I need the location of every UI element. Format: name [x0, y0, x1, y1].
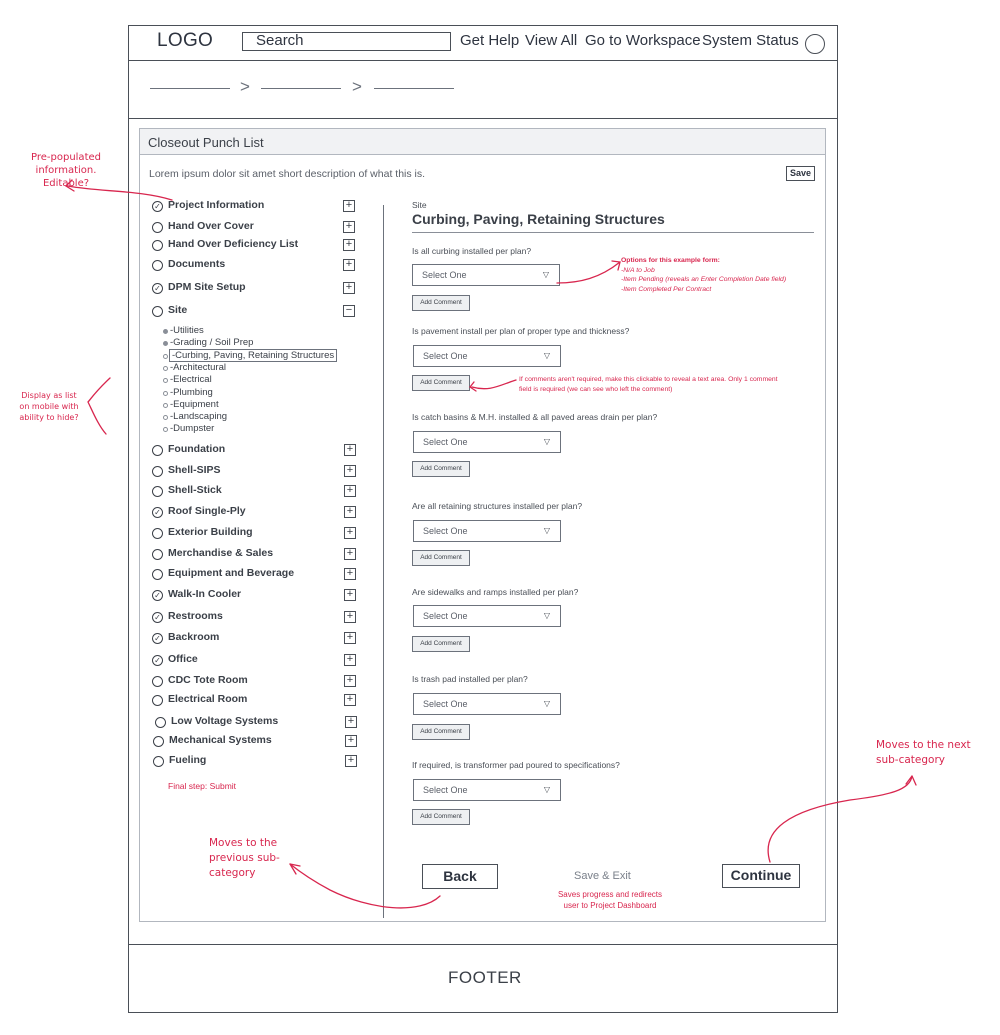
- category-label: Mechanical Systems: [169, 734, 272, 746]
- annotation-save-exit: Saves progress and redirects user to Project Dashboard: [557, 890, 663, 910]
- expand-plus-icon[interactable]: +: [345, 755, 357, 767]
- annotation-prepopulated: Pre-populated information. Editable?: [31, 152, 101, 189]
- caret-down-icon: ▽: [543, 611, 550, 620]
- expand-plus-icon[interactable]: +: [344, 694, 356, 706]
- back-button[interactable]: Back: [422, 864, 498, 889]
- answer-select[interactable]: Select One ▽: [412, 264, 560, 286]
- arrowhead-icon: [290, 864, 300, 874]
- add-comment-button[interactable]: Add Comment: [412, 636, 470, 652]
- search-input[interactable]: Search: [242, 32, 451, 51]
- category-label: Documents: [168, 258, 226, 270]
- expand-plus-icon[interactable]: +: [345, 716, 357, 728]
- expand-plus-icon[interactable]: +: [345, 735, 357, 747]
- category-label: Restrooms: [168, 610, 223, 622]
- question-label: Is trash pad installed per plan?: [412, 674, 528, 684]
- category-label: Project Information: [168, 199, 265, 211]
- category-label: Walk-In Cooler: [168, 588, 242, 600]
- logo[interactable]: LOGO: [157, 30, 214, 51]
- category-label: Equipment and Beverage: [168, 567, 295, 579]
- answer-select[interactable]: Select One ▽: [413, 779, 561, 801]
- expand-plus-icon[interactable]: +: [344, 465, 356, 477]
- expand-plus-icon[interactable]: +: [344, 485, 356, 497]
- final-step-note: Final step: Submit: [168, 781, 237, 791]
- expand-plus-icon[interactable]: +: [344, 527, 356, 539]
- expand-plus-icon[interactable]: +: [343, 221, 355, 233]
- question-label: Are sidewalks and ramps installed per plan?: [412, 587, 579, 597]
- caret-down-icon: ▽: [543, 351, 550, 360]
- check-circle-icon: ✓: [152, 507, 163, 518]
- expand-plus-icon[interactable]: +: [343, 200, 355, 212]
- category-label: Merchandise & Sales: [168, 547, 274, 559]
- caret-down-icon: ▽: [543, 699, 550, 708]
- nav-view-all[interactable]: View All: [525, 32, 578, 49]
- answer-select[interactable]: Select One ▽: [413, 520, 561, 542]
- check-circle-icon: ✓: [152, 633, 163, 644]
- panel-title: Closeout Punch List: [148, 135, 264, 150]
- nav-go-to-workspace[interactable]: Go to Workspace: [585, 32, 701, 49]
- category-label: Hand Over Deficiency List: [168, 238, 299, 250]
- check-circle-icon: ✓: [152, 590, 163, 601]
- check-circle-icon: ✓: [152, 201, 163, 212]
- category-label: Hand Over Cover: [168, 220, 254, 232]
- expand-plus-icon[interactable]: +: [344, 548, 356, 560]
- expand-plus-icon[interactable]: +: [344, 611, 356, 623]
- arrow-options-icon: [557, 262, 620, 283]
- question-label: If required, is transformer pad poured to specifications?: [412, 760, 620, 770]
- footer: FOOTER: [448, 968, 522, 987]
- chevron-right-icon: >: [352, 77, 362, 96]
- check-circle-icon: ✓: [152, 612, 163, 623]
- collapse-minus-icon[interactable]: −: [343, 305, 355, 317]
- arrow-comments-icon: [472, 380, 516, 389]
- expand-plus-icon[interactable]: +: [343, 239, 355, 251]
- expand-plus-icon[interactable]: +: [344, 444, 356, 456]
- expand-plus-icon[interactable]: +: [343, 282, 355, 294]
- annotation-display-list: Display as list on mobile with ability to hide?: [19, 391, 79, 422]
- category-label: Site: [168, 304, 188, 316]
- answer-select[interactable]: Select One ▽: [413, 431, 561, 453]
- expand-plus-icon[interactable]: +: [344, 654, 356, 666]
- answer-select[interactable]: Select One ▽: [413, 605, 561, 627]
- add-comment-button[interactable]: Add Comment: [412, 550, 470, 566]
- arrow-back-icon: [290, 864, 440, 908]
- bracket-display-list-icon: [88, 378, 110, 434]
- arrowhead-icon: [470, 382, 476, 391]
- category-label: Roof Single-Ply: [168, 505, 246, 517]
- section-title: Curbing, Paving, Retaining Structures: [412, 211, 665, 227]
- section-eyebrow: Site: [412, 200, 427, 210]
- category-label: Backroom: [168, 631, 220, 643]
- category-label: Exterior Building: [168, 526, 253, 538]
- category-label: CDC Tote Room: [168, 674, 248, 686]
- add-comment-button[interactable]: Add Comment: [412, 724, 470, 740]
- save-button[interactable]: Save: [786, 166, 815, 181]
- continue-button[interactable]: Continue: [722, 864, 800, 888]
- check-circle-icon: ✓: [152, 655, 163, 666]
- category-label: Shell-Stick: [168, 484, 222, 496]
- expand-plus-icon[interactable]: +: [344, 568, 356, 580]
- caret-down-icon: ▽: [543, 785, 550, 794]
- annotation-moves-previous: Moves to the previous sub- category: [209, 837, 280, 879]
- arrow-continue-icon: [768, 776, 912, 862]
- annotation-options: Options for this example form: -N/A to Job -Item Pending (reveals an Enter Completion Date field) -Item Completed Per Contract: [621, 257, 787, 293]
- nav-system-status[interactable]: System Status: [702, 32, 799, 49]
- question-label: Is all curbing installed per plan?: [412, 246, 532, 256]
- caret-down-icon: ▽: [543, 526, 550, 535]
- save-exit-link[interactable]: Save & Exit: [574, 870, 631, 882]
- expand-plus-icon[interactable]: +: [343, 259, 355, 271]
- expand-plus-icon[interactable]: +: [344, 632, 356, 644]
- nav-get-help[interactable]: Get Help: [460, 32, 520, 49]
- category-label: Office: [168, 653, 198, 665]
- category-label: Fueling: [169, 754, 207, 766]
- annotation-comments: If comments aren't required, make this clickable to reveal a text area. Only 1 comment field is required (we can see who left the comment): [519, 376, 778, 393]
- caret-down-icon: ▽: [542, 270, 549, 279]
- answer-select[interactable]: Select One ▽: [413, 345, 561, 367]
- caret-down-icon: ▽: [543, 437, 550, 446]
- check-circle-icon: ✓: [152, 283, 163, 294]
- category-label: Low Voltage Systems: [171, 715, 279, 727]
- question-label: Is pavement install per plan of proper type and thickness?: [412, 326, 630, 336]
- add-comment-button[interactable]: Add Comment: [412, 295, 470, 311]
- add-comment-button[interactable]: Add Comment: [412, 375, 470, 391]
- question-label: Is catch basins & M.H. installed & all paved areas drain per plan?: [412, 412, 658, 422]
- arrow-prepopulated-icon: [68, 186, 172, 200]
- question-label: Are all retaining structures installed per plan?: [412, 501, 583, 511]
- add-comment-button[interactable]: Add Comment: [412, 461, 470, 477]
- category-label: Shell-SIPS: [168, 464, 221, 476]
- expand-plus-icon[interactable]: +: [344, 506, 356, 518]
- answer-select[interactable]: Select One ▽: [413, 693, 561, 715]
- add-comment-button[interactable]: Add Comment: [412, 809, 470, 825]
- category-label: DPM Site Setup: [168, 281, 246, 293]
- category-label: Foundation: [168, 443, 226, 455]
- annotation-moves-next: Moves to the next sub-category: [876, 739, 971, 766]
- category-label: Electrical Room: [168, 693, 248, 705]
- chevron-right-icon: >: [240, 77, 250, 96]
- expand-plus-icon[interactable]: +: [344, 589, 356, 601]
- panel-description: Lorem ipsum dolor sit amet short description of what this is.: [149, 168, 426, 180]
- expand-plus-icon[interactable]: +: [344, 675, 356, 687]
- arrowhead-icon: [66, 180, 74, 191]
